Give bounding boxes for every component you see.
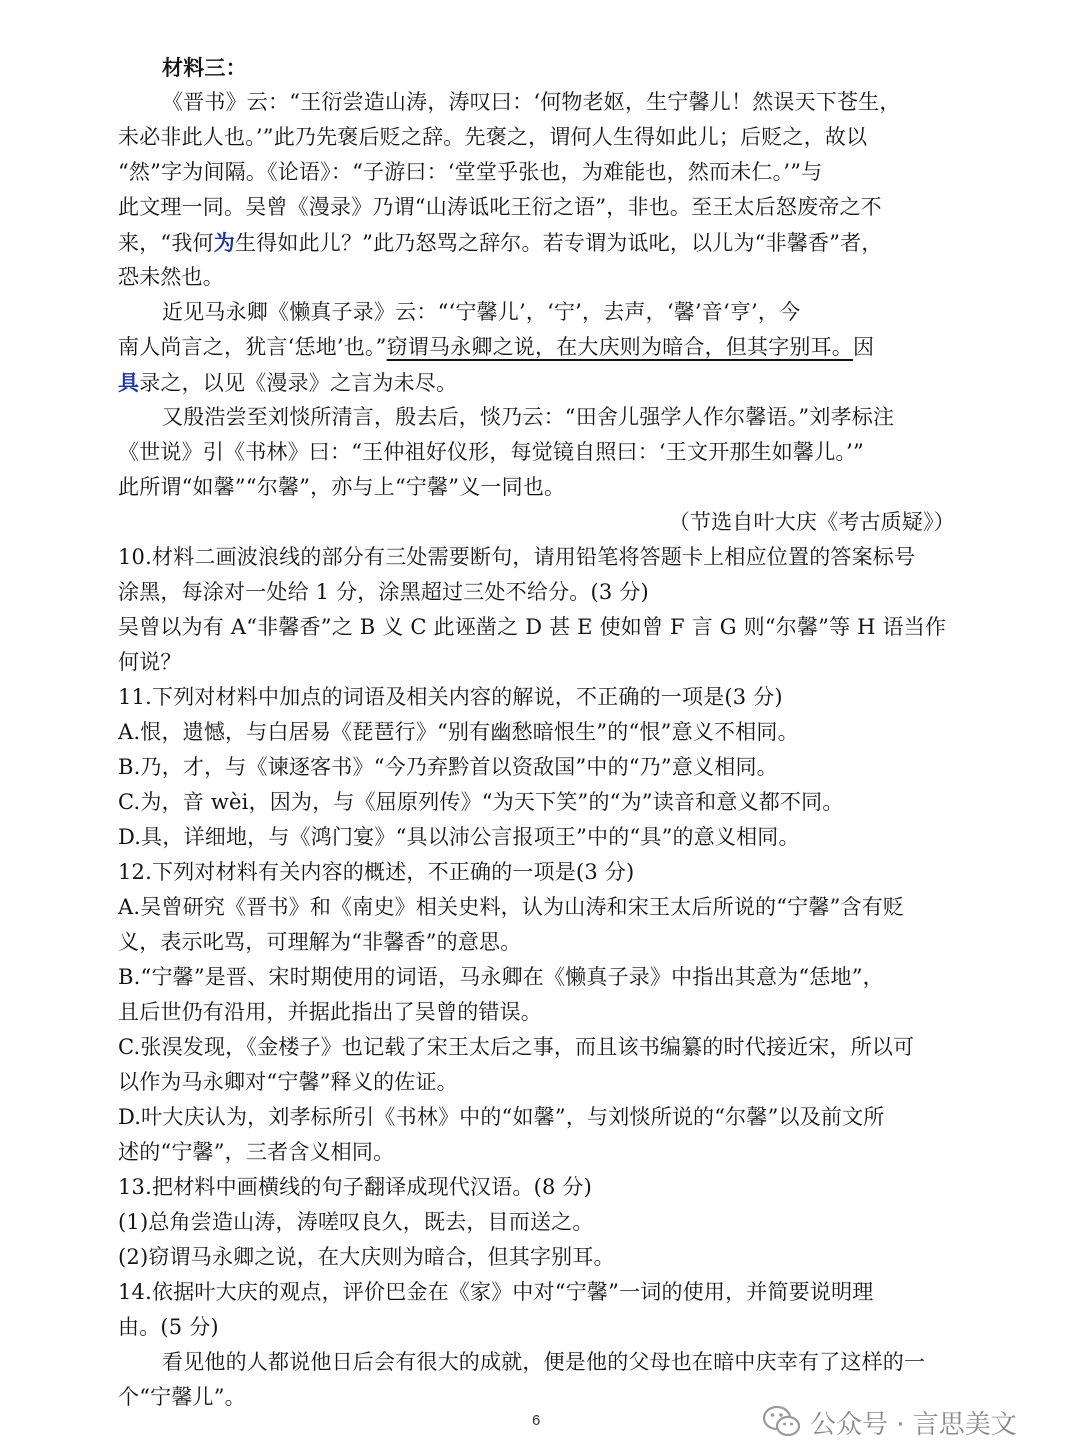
q12-option-c-2: 以作为马永卿对“宁馨”释义的佐证。 <box>118 1070 458 1094</box>
underlined-sentence: 窃谓马永卿之说，在大庆则为暗合，但其字别耳。 <box>386 335 853 359</box>
p1-line-5c: 生得如此儿？”此乃怒骂之辞尔。若专谓为诋叱，以儿为“非馨香”者， <box>234 231 883 255</box>
q14-line-1: 14.依据叶大庆的观点，评价巴金在《家》中对“宁馨”一词的使用，并简要说明理 <box>118 1280 874 1304</box>
p2-line-3 <box>118 365 963 400</box>
p2-line-3b: 录之，以见《漫录》之言为未尽。 <box>139 371 458 395</box>
q13-sentence-2: (2)窃谓马永卿之说，在大庆则为暗合，但其字别耳。 <box>118 1245 615 1269</box>
q11-stem: 11.下列对材料中加点的词语及相关内容的解说，不正确的一项是(3 分) <box>118 685 783 709</box>
q11-option-d: D.具，详细地，与《鸿门宴》“具以沛公言报项王”中的“具”的意义相同。 <box>118 825 800 849</box>
q10-line-4: 何说？ <box>118 650 182 674</box>
q12-option-d-1: D.叶大庆认为，刘孝标所引《书林》中的“如馨”，与刘惔所说的“尔馨”以及前文所 <box>118 1105 885 1129</box>
p3-line-2: 《世说》引《书林》曰：“王仲祖好仪形，每觉镜自照曰：‘王文开那生如馨儿。’” <box>118 440 864 464</box>
exam-page <box>118 50 963 1415</box>
q12-option-c-1: C.张淏发现，《金楼子》也记载了宋王太后之事，而且该书编纂的时代接近宋，所以可 <box>118 1035 915 1059</box>
q13-sentence-1: (1)总角尝造山涛，涛嗟叹良久，既去，目而送之。 <box>118 1210 594 1234</box>
q14-line-2: 由。(5 分) <box>118 1315 219 1339</box>
p3-line-1: 又殷浩尝至刘惔所清言，殷去后，惔乃云：“田舍儿强学人作尔馨语。”刘孝标注 <box>162 405 895 429</box>
wechat-icon <box>762 1404 802 1440</box>
p1-line-2: 未必非此人也。’”此乃先褒后贬之辞。先褒之，谓何人生得如此儿；后贬之，故以 <box>118 125 868 149</box>
p1-line-5a: 来，“我何 <box>118 231 214 255</box>
q12-stem: 12.下列对材料有关内容的概述，不正确的一项是(3 分) <box>118 860 635 884</box>
q12-option-a-2: 义，表示叱骂，可理解为“非馨香”的意思。 <box>118 930 522 954</box>
material-heading: 材料三： <box>162 55 247 80</box>
q12-option-a-1: A.吴曾研究《晋书》和《南史》相关史料，认为山涛和宋王太后所说的“宁馨”含有贬 <box>118 895 905 919</box>
q11-option-c: C.为，音 wèi，因为，与《屈原列传》“为天下笑”的“为”读音和意义都不同。 <box>118 790 844 814</box>
q11-option-a: A.恨，遗憾，与白居易《琵琶行》“别有幽愁暗恨生”的“恨”意义不相同。 <box>118 720 799 744</box>
p2-line-1: 近见马永卿《懒真子录》云：“‘宁馨儿’，‘宁’，去声，‘馨’音‘亨’，今 <box>162 300 801 324</box>
p1-line-1: 《晋书》云：“王衍尝造山涛，涛叹曰：‘何物老妪，生宁馨儿！然误天下苍生， <box>162 90 901 114</box>
q12-option-d-2: 述的“宁馨”，三者含义相同。 <box>118 1140 395 1164</box>
source-citation: （节选自叶大庆《考古质疑》） <box>668 510 955 534</box>
page-number: 6 <box>532 1412 541 1429</box>
p1-line-6: 恐未然也。 <box>118 265 224 289</box>
dotted-word-wei: 为 <box>213 230 235 255</box>
q14-quote-2: 个“宁馨儿”。 <box>118 1385 246 1409</box>
q11-option-b: B.乃，才，与《谏逐客书》“今乃弃黔首以资敌国”中的“乃”意义相同。 <box>118 755 778 779</box>
q14-quote-1: 看见他的人都说他日后会有很大的成就，便是他的父母也在暗中庆幸有了这样的一 <box>162 1350 926 1374</box>
p2-line-2 <box>118 330 963 365</box>
p1-line-5 <box>118 225 963 260</box>
p2-line-2c: 因 <box>853 335 875 359</box>
q12-option-b-2: 且后世仍有沿用，并据此指出了吴曾的错误。 <box>118 1000 542 1024</box>
q10-line-2: 涂黑，每涂对一处给 1 分，涂黑超过三处不给分。(3 分) <box>118 580 649 604</box>
watermark-text: 公众号 · 言思美文 <box>810 1409 1017 1440</box>
p1-line-3: “然”字为间隔。《论语》：“子游曰：‘堂堂乎张也，为难能也，然而未仁。’”与 <box>118 160 823 184</box>
p2-line-2a: 南人尚言之，犹言‘恁地’也。” <box>118 335 387 359</box>
dotted-word-ju: 具 <box>118 370 140 395</box>
p1-line-4: 此文理一同。吴曾《漫录》乃谓“山涛诋叱王衍之语”，非也。至王太后怒废帝之不 <box>118 195 882 219</box>
q13-stem: 13.把材料中画横线的句子翻译成现代汉语。(8 分) <box>118 1175 593 1199</box>
p3-line-3: 此所谓“如馨”“尔馨”，亦与上“宁馨”义一同也。 <box>118 475 566 499</box>
watermark <box>762 1400 1017 1444</box>
q12-option-b-1: B.“宁馨”是晋、宋时期使用的词语，马永卿在《懒真子录》中指出其意为“恁地”， <box>118 965 884 989</box>
q10-line-1: 10.材料二画波浪线的部分有三处需要断句，请用铅笔将答题卡上相应位置的答案标号 <box>118 545 916 569</box>
q10-line-3: 吴曾以为有 A“非馨香”之 B 义 C 此诬凿之 D 甚 E 使如曾 F 言 G 则“尔馨”等 H 语当作 <box>118 615 947 639</box>
